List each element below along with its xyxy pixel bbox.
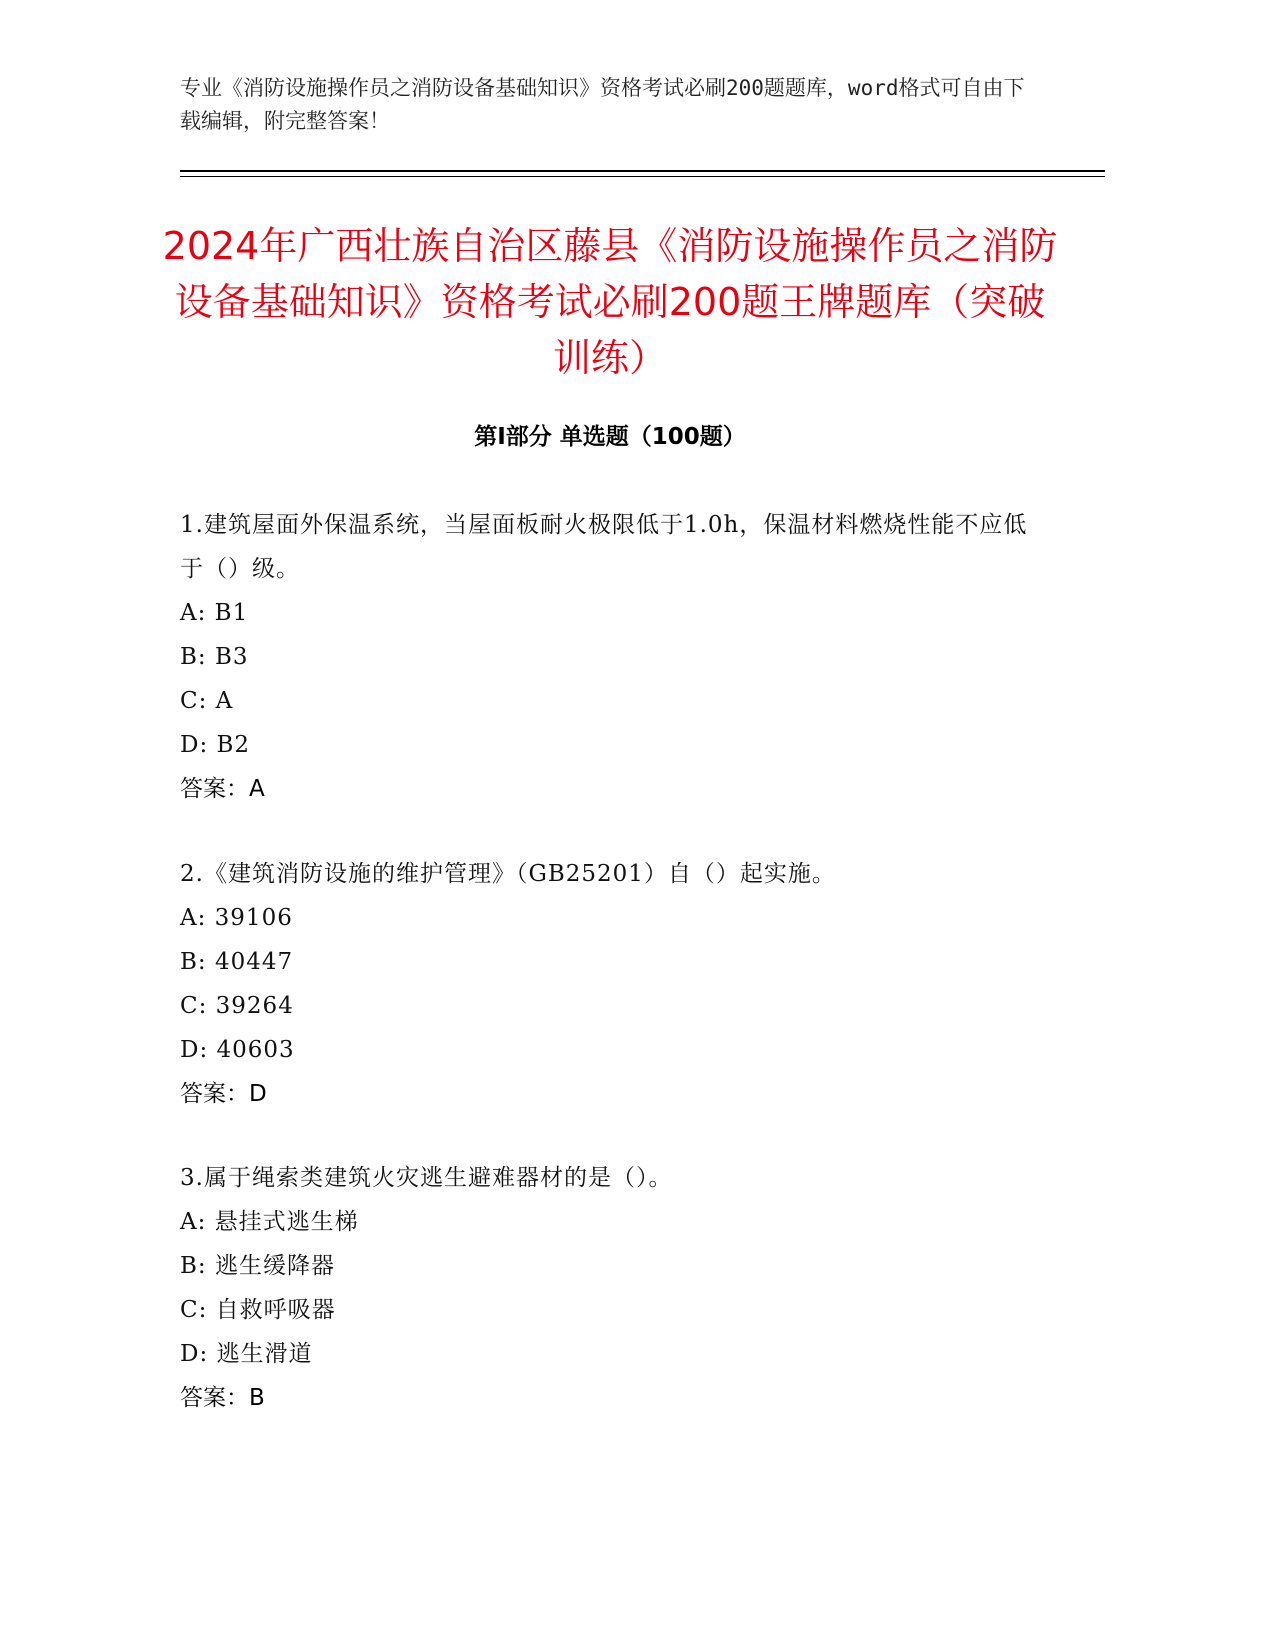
option-d: D: 40603 [180,1037,295,1063]
question-block [180,1156,1080,1420]
answer-line: 答案：A [180,776,265,802]
header-divider-thick [180,170,1105,172]
document-title: 2024年广西壮族自治区藤县《消防设施操作员之消防设备基础知识》资格考试必刷200题王牌题库（突破训练） [162,224,1058,380]
option-d: D: 逃生滑道 [180,1341,313,1367]
question-text: 3.属于绳索类建筑火灾逃生避难器材的是（）。 [180,1165,673,1191]
answer-line: 答案：B [180,1385,265,1411]
header-divider-thin [180,176,1105,177]
option-c: C: 39264 [180,993,294,1019]
option-c: C: A [180,688,234,714]
option-a: A: B1 [180,600,249,626]
question-text: 1.建筑屋面外保温系统，当屋面板耐火极限低于1.0h，保温材料燃烧性能不应低于（）级。 [180,512,1028,582]
option-a: A: 悬挂式逃生梯 [180,1209,359,1235]
answer-line: 答案：D [180,1081,267,1107]
section-heading: 第I部分 单选题（100题） [474,424,746,450]
question-block [180,503,1080,811]
question-text: 2.《建筑消防设施的维护管理》（GB25201）自（）起实施。 [180,861,836,887]
header-note: 专业《消防设施操作员之消防设备基础知识》资格考试必刷200题题库，word格式可自由下载编辑，附完整答案！ [180,76,1025,133]
option-b: B: B3 [180,644,249,670]
question-block [180,852,1080,1116]
option-d: D: B2 [180,732,251,758]
option-c: C: 自救呼吸器 [180,1297,336,1323]
option-b: B: 逃生缓降器 [180,1253,335,1279]
option-a: A: 39106 [180,905,293,931]
option-b: B: 40447 [180,949,294,975]
